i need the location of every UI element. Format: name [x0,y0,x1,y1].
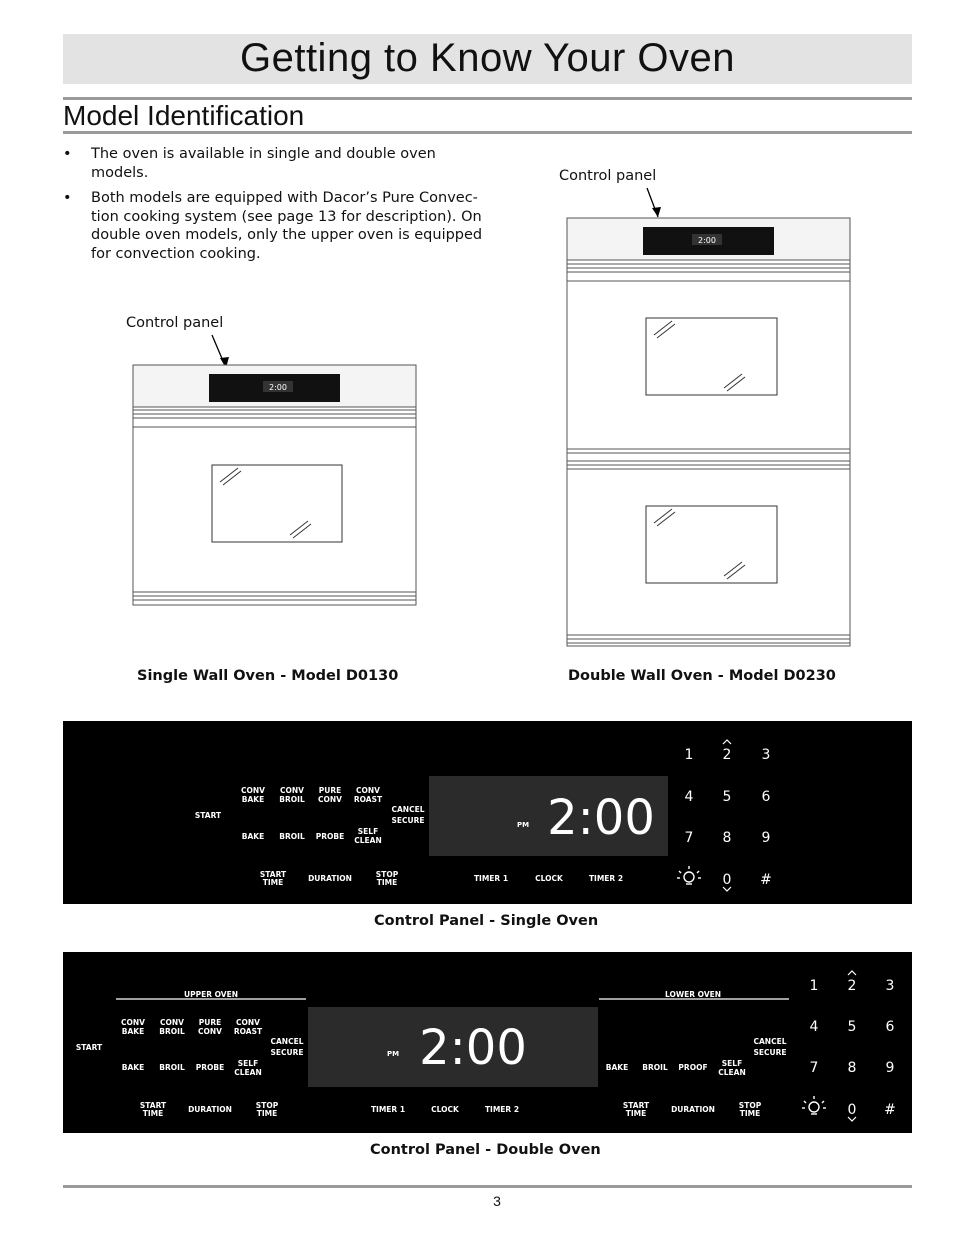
start-label: START [194,811,222,820]
pure-conv-line1: PURE [318,786,342,795]
clock-label: CLOCK [535,874,563,883]
bake-label: BAKE [241,832,265,841]
cancel-secure-line1: CANCEL [391,805,425,814]
lower-stop-time-line2: TIME [739,1109,761,1118]
start-time-line1: START [259,870,287,879]
control-panel-single [63,721,912,904]
keypad-9[interactable]: 9 [761,830,771,846]
keypad-8[interactable]: 8 [847,1060,857,1076]
conv-broil-line2: BROIL [159,1027,185,1036]
cancel-secure-line2: SECURE [270,1048,304,1057]
pure-conv-line2: CONV [318,795,342,804]
conv-bake-line1: CONV [241,786,265,795]
keypad-1[interactable]: 1 [809,978,819,994]
conv-broil-line1: CONV [280,786,304,795]
svg-text:2:00: 2:00 [698,236,716,245]
keypad-7[interactable]: 7 [684,830,694,846]
keypad-2[interactable]: 2 [722,747,732,763]
start-time-line1: START [139,1101,167,1110]
double-oven-callout: Control panel [559,168,657,184]
lower-bake-label: BAKE [605,1063,629,1072]
upper-oven-label: UPPER OVEN [184,990,238,999]
single-oven-callout: Control panel [126,315,224,331]
self-clean-line2: CLEAN [234,1068,262,1077]
timer1-label: TIMER 1 [370,1105,406,1114]
conv-bake-line1: CONV [121,1018,145,1027]
section-rule [63,131,912,134]
keypad-1[interactable]: 1 [684,747,694,763]
keypad-6[interactable]: 6 [761,789,771,805]
keypad-9[interactable]: 9 [885,1060,895,1076]
lower-oven-label: LOWER OVEN [664,990,722,999]
conv-broil-line2: BROIL [279,795,305,804]
svg-text:2:00: 2:00 [269,383,287,392]
page-title: Getting to Know Your Oven [239,36,736,80]
stop-time-line2: TIME [256,1109,278,1118]
display-readout: 2:00 [547,790,655,846]
keypad-0[interactable]: 0 [722,872,732,888]
chevron-up-icon [723,740,731,744]
timer2-label: TIMER 2 [588,874,624,883]
stop-time-line2: TIME [376,878,398,887]
single-oven-illustration [120,330,430,615]
pure-conv-line1: PURE [198,1018,222,1027]
self-clean-line1: SELF [237,1059,259,1068]
conv-roast-line2: ROAST [233,1027,263,1036]
double-oven-caption: Double Wall Oven - Model D0230 [568,668,836,684]
keypad-5[interactable]: 5 [722,789,732,805]
conv-bake-line2: BAKE [121,1027,145,1036]
stop-time-line1: STOP [255,1101,279,1110]
display-readout: 2:00 [419,1020,527,1076]
clock-label: CLOCK [431,1105,459,1114]
pm-indicator: PM [516,821,530,829]
keypad-2[interactable]: 2 [847,978,857,994]
lower-self-clean-line1: SELF [721,1059,743,1068]
bullet-list [63,145,493,270]
keypad-hash[interactable]: # [760,872,772,888]
keypad-4[interactable]: 4 [809,1019,819,1035]
keypad-3[interactable]: 3 [761,747,771,763]
light-bulb-icon[interactable] [802,1096,826,1114]
keypad-7[interactable]: 7 [809,1060,819,1076]
lower-cancel-secure-line2: SECURE [753,1048,787,1057]
timer1-label: TIMER 1 [473,874,509,883]
bake-label: BAKE [121,1063,145,1072]
probe-label: PROBE [195,1063,225,1072]
chevron-up-icon [848,971,856,975]
page-number: 3 [493,1193,501,1209]
bullet-item: • Both models are equipped with Dacor’s Pure Convec-tion cooking system (see page 13 for description). On double oven models, only the upper oven is equipped for convection cooking. [63,189,493,263]
section-title: Model Identification [63,100,305,131]
lower-start-time-line1: START [622,1101,650,1110]
duration-label: DURATION [308,874,352,883]
conv-roast-line1: CONV [356,786,380,795]
double-oven-illustration [560,185,860,655]
conv-broil-line1: CONV [160,1018,184,1027]
control-panel-double [63,952,912,1133]
lower-proof-label: PROOF [678,1063,708,1072]
lower-duration-label: DURATION [671,1105,715,1114]
self-clean-line2: CLEAN [354,836,382,845]
keypad-0[interactable]: 0 [847,1102,857,1118]
lower-start-time-line2: TIME [625,1109,647,1118]
timer2-label: TIMER 2 [484,1105,520,1114]
single-panel-caption: Control Panel - Single Oven [374,913,599,929]
double-panel-caption: Control Panel - Double Oven [370,1142,601,1158]
start-time-line2: TIME [262,878,284,887]
cancel-secure-line1: CANCEL [270,1037,304,1046]
start-label: START [75,1043,103,1052]
single-oven-caption: Single Wall Oven - Model D0130 [137,668,399,684]
keypad-hash[interactable]: # [884,1102,896,1118]
start-time-line2: TIME [142,1109,164,1118]
cancel-secure-line2: SECURE [391,816,425,825]
stop-time-line1: STOP [375,870,399,879]
pm-indicator: PM [386,1050,400,1058]
footer-rule [63,1185,912,1188]
probe-label: PROBE [315,832,345,841]
keypad-8[interactable]: 8 [722,830,732,846]
keypad-4[interactable]: 4 [684,789,694,805]
self-clean-line1: SELF [357,827,379,836]
page-title-bar [63,34,912,84]
broil-label: BROIL [279,832,305,841]
broil-label: BROIL [159,1063,185,1072]
pure-conv-line2: CONV [198,1027,222,1036]
lower-self-clean-line2: CLEAN [718,1068,746,1077]
lower-stop-time-line1: STOP [738,1101,762,1110]
keypad-6[interactable]: 6 [885,1019,895,1035]
duration-label: DURATION [188,1105,232,1114]
conv-bake-line2: BAKE [241,795,265,804]
conv-roast-line2: ROAST [353,795,383,804]
conv-roast-line1: CONV [236,1018,260,1027]
keypad-3[interactable]: 3 [885,978,895,994]
keypad-5[interactable]: 5 [847,1019,857,1035]
light-bulb-icon[interactable] [677,866,701,884]
bullet-item: • The oven is available in single and double oven models. [63,145,493,182]
lower-cancel-secure-line1: CANCEL [753,1037,787,1046]
lower-broil-label: BROIL [642,1063,668,1072]
